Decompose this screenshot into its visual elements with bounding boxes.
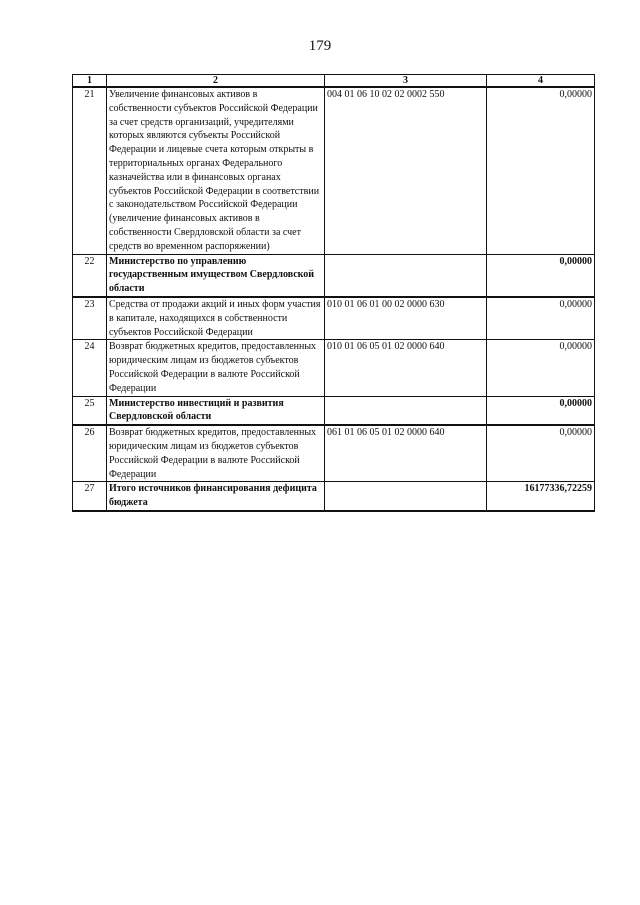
row-value: 16177336,72259 [487, 482, 595, 511]
row-code: 010 01 06 01 00 02 0000 630 [325, 297, 487, 340]
row-value: 0,00000 [487, 340, 595, 396]
row-value: 0,00000 [487, 297, 595, 340]
row-code: 004 01 06 10 02 02 0002 550 [325, 87, 487, 254]
table-header-row [73, 75, 595, 88]
row-name: Возврат бюджетных кредитов, предоставленных юридическим лицам из бюджетов субъектов Российской Федерации в валюте Российской Федерации [107, 425, 325, 482]
row-name: Увеличение финансовых активов в собственности субъектов Российской Федерации за счет средств организаций, учредителями которых являются субъекты Российской Федерации и лицевые счета которым открыты в территориальных органах Федерального казначейства или в финансовых органах субъектов Российской Федерации в соответствии с законодательством Российской Федерации (увеличение финансовых активов в собственности Свердловской области за счет средств во временном распоряжении) [107, 87, 325, 254]
row-code [325, 396, 487, 425]
table-row [73, 396, 595, 425]
row-number: 26 [73, 425, 107, 482]
row-name: Итого источников финансирования дефицита бюджета [107, 482, 325, 511]
table-row [73, 340, 595, 396]
row-number: 25 [73, 396, 107, 425]
budget-sources-table [72, 74, 595, 512]
row-number: 21 [73, 87, 107, 254]
column-header-4: 4 [487, 75, 595, 88]
row-number: 22 [73, 254, 107, 297]
row-code [325, 254, 487, 297]
table-row [73, 297, 595, 340]
row-code: 010 01 06 05 01 02 0000 640 [325, 340, 487, 396]
row-value: 0,00000 [487, 254, 595, 297]
row-number: 24 [73, 340, 107, 396]
row-code [325, 482, 487, 511]
row-name: Министерство по управлению государственным имуществом Свердловской области [107, 254, 325, 297]
table-row [73, 254, 595, 297]
table-row [73, 425, 595, 482]
table-row [73, 482, 595, 511]
row-code: 061 01 06 05 01 02 0000 640 [325, 425, 487, 482]
row-number: 27 [73, 482, 107, 511]
row-value: 0,00000 [487, 87, 595, 254]
row-value: 0,00000 [487, 425, 595, 482]
column-header-2: 2 [107, 75, 325, 88]
row-value: 0,00000 [487, 396, 595, 425]
page-number: 179 [308, 38, 332, 54]
row-name: Министерство инвестиций и развития Свердловской области [107, 396, 325, 425]
row-number: 23 [73, 297, 107, 340]
row-name: Средства от продажи акций и иных форм участия в капитале, находящихся в собственности субъектов Российской Федерации [107, 297, 325, 340]
column-header-1: 1 [73, 75, 107, 88]
column-header-3: 3 [325, 75, 487, 88]
table-row [73, 87, 595, 254]
row-name: Возврат бюджетных кредитов, предоставленных юридическим лицам из бюджетов субъектов Российской Федерации в валюте Российской Федерации [107, 340, 325, 396]
